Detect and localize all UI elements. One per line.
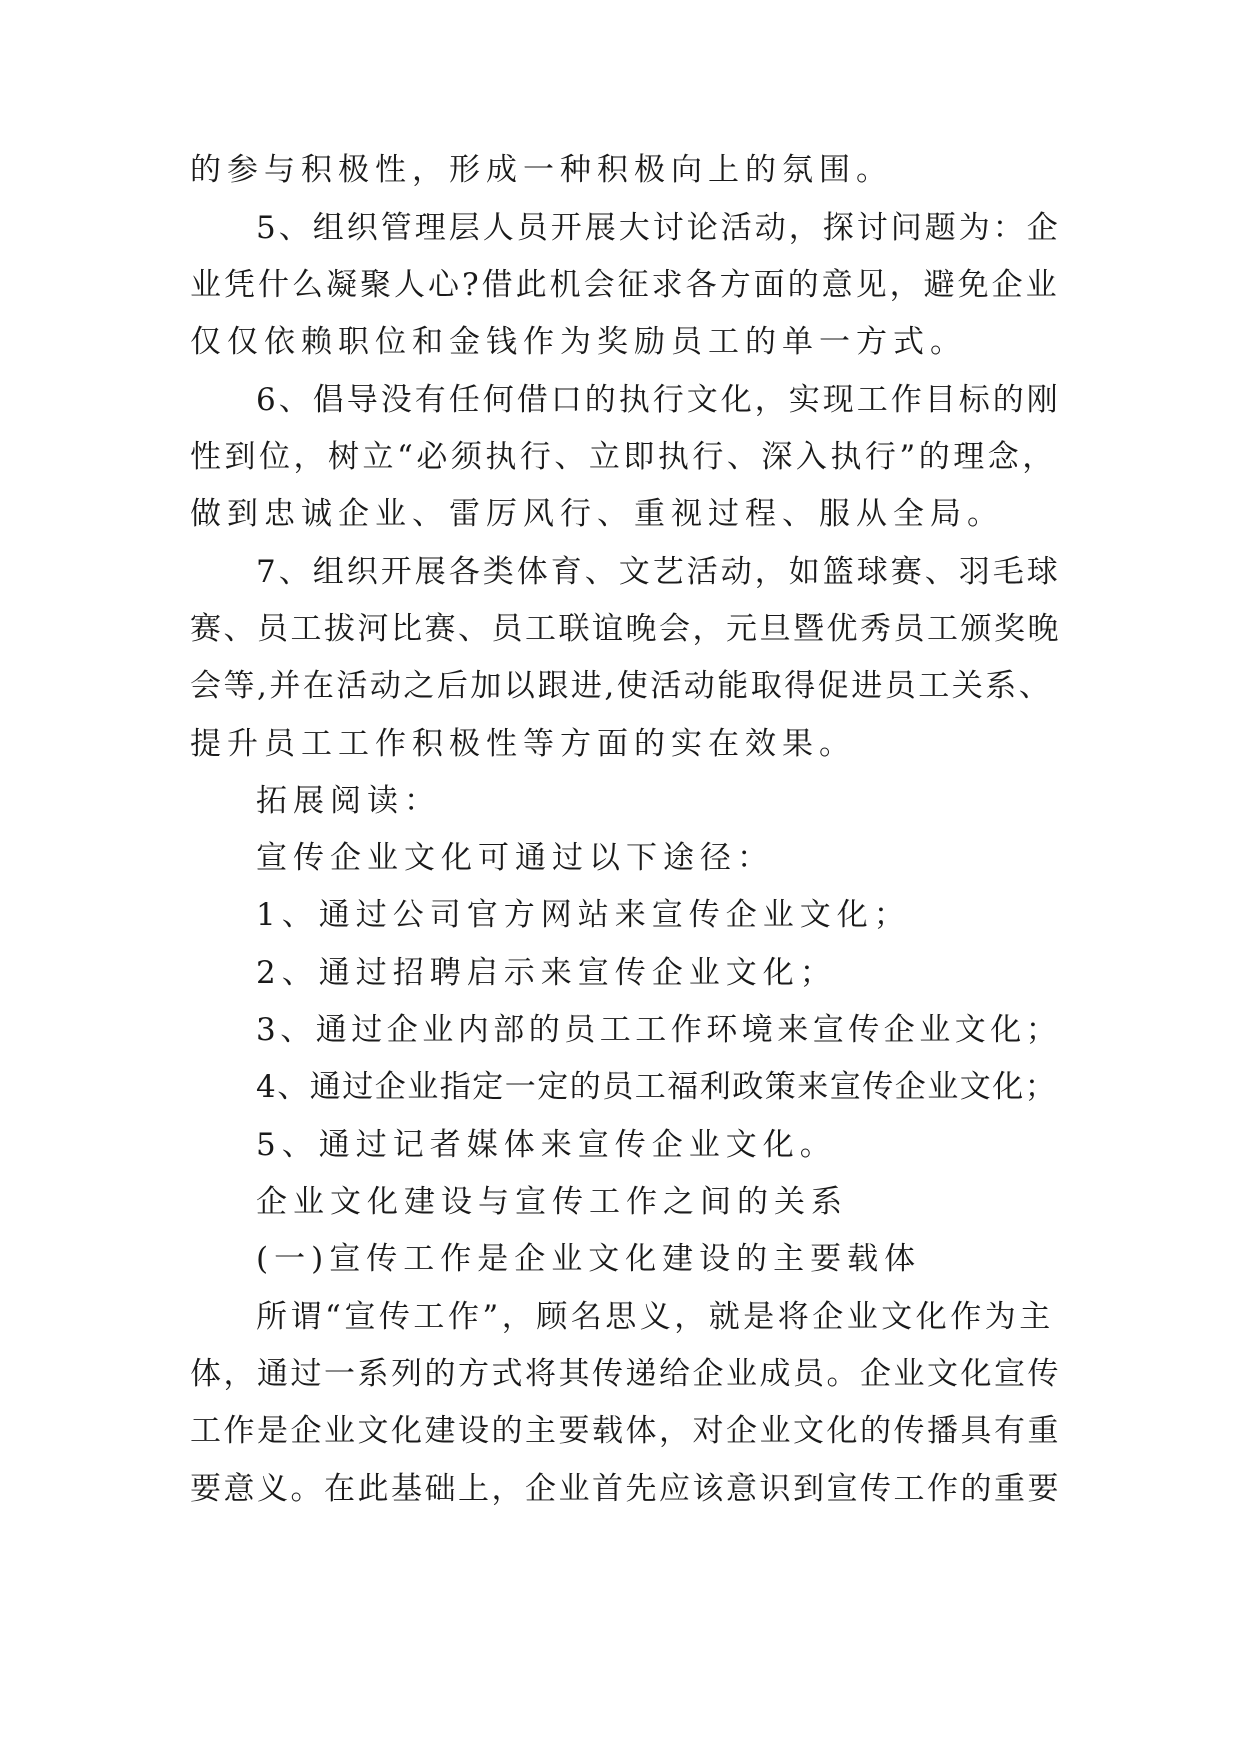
text-line: (一)宣传工作是企业文化建设的主要载体 — [256, 1241, 922, 1277]
text-line: 企业文化建设与宣传工作之间的关系 — [256, 1184, 848, 1220]
text-line: 5、通过记者媒体来宣传企业文化。 — [256, 1127, 837, 1163]
text-line: 体，通过一系列的方式将其传递给企业成员。企业文化宣传 — [190, 1356, 1061, 1392]
text-line: 提升员工工作积极性等方面的实在效果。 — [190, 726, 856, 762]
text-line: 性到位，树立“必须执行、立即执行、深入执行”的理念， — [190, 439, 1057, 475]
text-line: 宣传企业文化可通过以下途径： — [256, 840, 774, 876]
text-line: 4、通过企业指定一定的员工福利政策来宣传企业文化； — [256, 1069, 1058, 1105]
text-line: 工作是企业文化建设的主要载体，对企业文化的传播具有重 — [190, 1413, 1061, 1449]
text-line: 赛、员工拔河比赛、员工联谊晚会，元旦暨优秀员工颁奖晚 — [190, 611, 1061, 647]
text-line: 7、组织开展各类体育、文艺活动，如篮球赛、羽毛球 — [256, 554, 1061, 590]
text-line: 要意义。在此基础上，企业首先应该意识到宣传工作的重要 — [190, 1471, 1061, 1507]
text-line: 5、组织管理层人员开展大讨论活动，探讨问题为：企 — [256, 210, 1061, 246]
text-line: 拓展阅读： — [256, 783, 441, 819]
text-line: 6、倡导没有任何借口的执行文化，实现工作目标的刚 — [256, 382, 1061, 418]
text-line: 做到忠诚企业、雷厉风行、重视过程、服从全局。 — [190, 496, 1004, 532]
text-line: 所谓“宣传工作”，顾名思义，就是将企业文化作为主 — [256, 1299, 1054, 1335]
text-line: 会等,并在活动之后加以跟进,使活动能取得促进员工关系、 — [190, 668, 1053, 704]
text-line: 2、通过招聘启示来宣传企业文化； — [256, 955, 837, 991]
text-line: 的参与积极性，形成一种积极向上的氛围。 — [190, 152, 893, 188]
text-line: 业凭什么凝聚人心?借此机会征求各方面的意见，避免企业 — [190, 267, 1060, 303]
text-line: 3、通过企业内部的员工工作环境来宣传企业文化； — [256, 1012, 1062, 1048]
text-line: 仅仅依赖职位和金钱作为奖励员工的单一方式。 — [190, 324, 967, 360]
text-line: 1、通过公司官方网站来宣传企业文化； — [256, 897, 911, 933]
